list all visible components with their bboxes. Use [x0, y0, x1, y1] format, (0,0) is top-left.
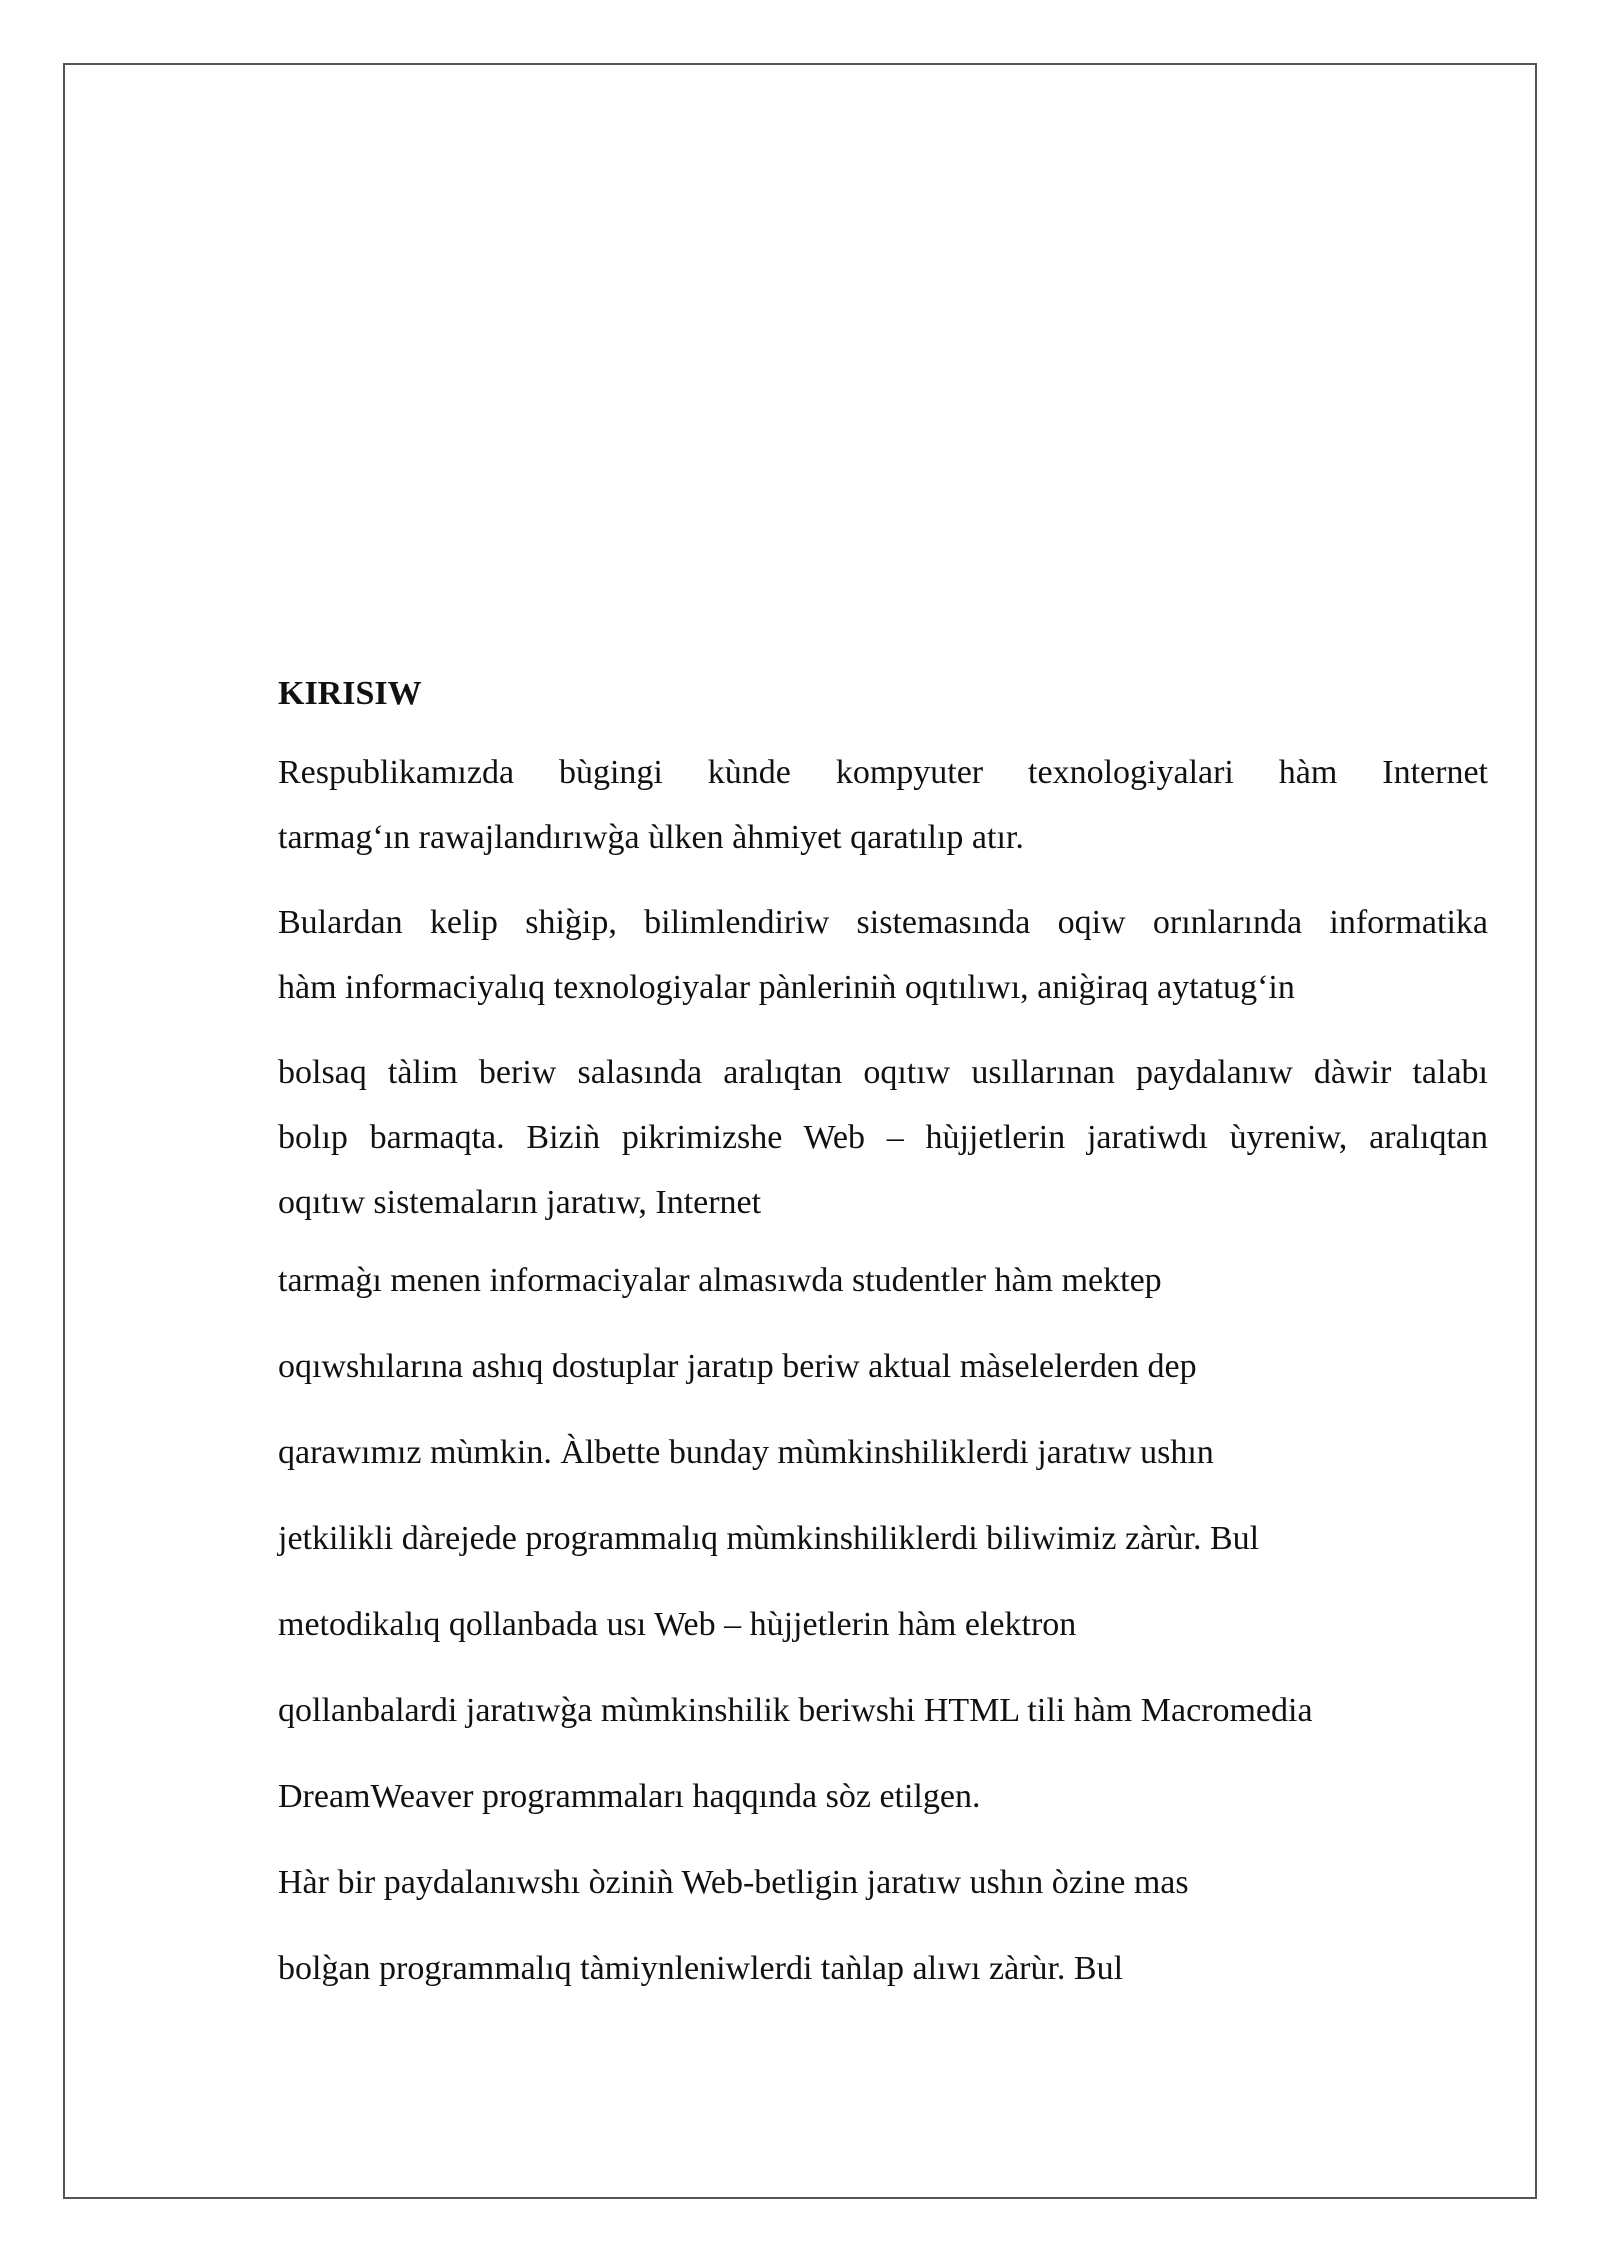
text-line: Hàr bir paydalanıwshı òziniǹ Web-betligin jaratıw ushın òzine mas [278, 1864, 1189, 1901]
text-line: qollanbalardi jaratıwg̀a mùmkinshilik beriwshi HTML tili hàm Macromedia [278, 1692, 1313, 1729]
text-line: DreamWeaver programmaları haqqında sòz etilgen. [278, 1778, 981, 1815]
paragraph-3-line-3: oqıtıw sistemaların jaratıw, Internet [278, 1184, 762, 1221]
text-line: tarmag̀ı menen informaciyalar almasıwda studentler hàm mektep [278, 1262, 1162, 1299]
document-heading: KIRISIW [278, 675, 422, 712]
paragraph-3-line-2: bolıp barmaqta. Biziǹ pikrimizshe Web – hùjjetlerin jaratiwdı ùyreniw, aralıqtan [278, 1119, 1488, 1156]
paragraph-1 [278, 740, 1488, 870]
text-line: qarawımız mùmkin. Àlbette bunday mùmkinshiliklerdi jaratıw ushın [278, 1434, 1214, 1471]
paragraph-1-line-1: Respublikamızda bùgingi kùnde kompyuter texnologiyalari hàm Internet [278, 754, 1488, 791]
text-line: jetkilikli dàrejede programmalıq mùmkinshiliklerdi biliwimiz zàrùr. Bul [278, 1520, 1260, 1557]
paragraph-2 [278, 890, 1488, 1020]
paragraph-3 [278, 1040, 1488, 1235]
paragraph-1-line-2: tarmag‘ın rawajlandırıwg̀a ùlken àhmiyet qaratılıp atır. [278, 819, 1024, 856]
text-line: bolg̀an programmalıq tàmiynleniwlerdi taǹlap alıwı zàrùr. Bul [278, 1950, 1124, 1987]
text-line: metodikalıq qollanbada usı Web – hùjjetlerin hàm elektron [278, 1606, 1077, 1643]
text-line: oqıwshılarına ashıq dostuplar jaratıp beriw aktual màselelerden dep [278, 1348, 1197, 1385]
paragraph-2-line-2: hàm informaciyalıq texnologiyalar pànleriniǹ oqıtılıwı, anig̀iraq aytatug‘in [278, 969, 1295, 1006]
paragraph-3-line-1: bolsaq tàlim beriw salasında aralıqtan oqıtıw usıllarınan paydalanıw dàwir talabı [278, 1054, 1488, 1091]
paragraph-2-line-1: Bulardan kelip shig̀ip, bilimlendiriw sistemasında oqiw orınlarında informatika [278, 904, 1488, 941]
document-body [278, 668, 1488, 2029]
